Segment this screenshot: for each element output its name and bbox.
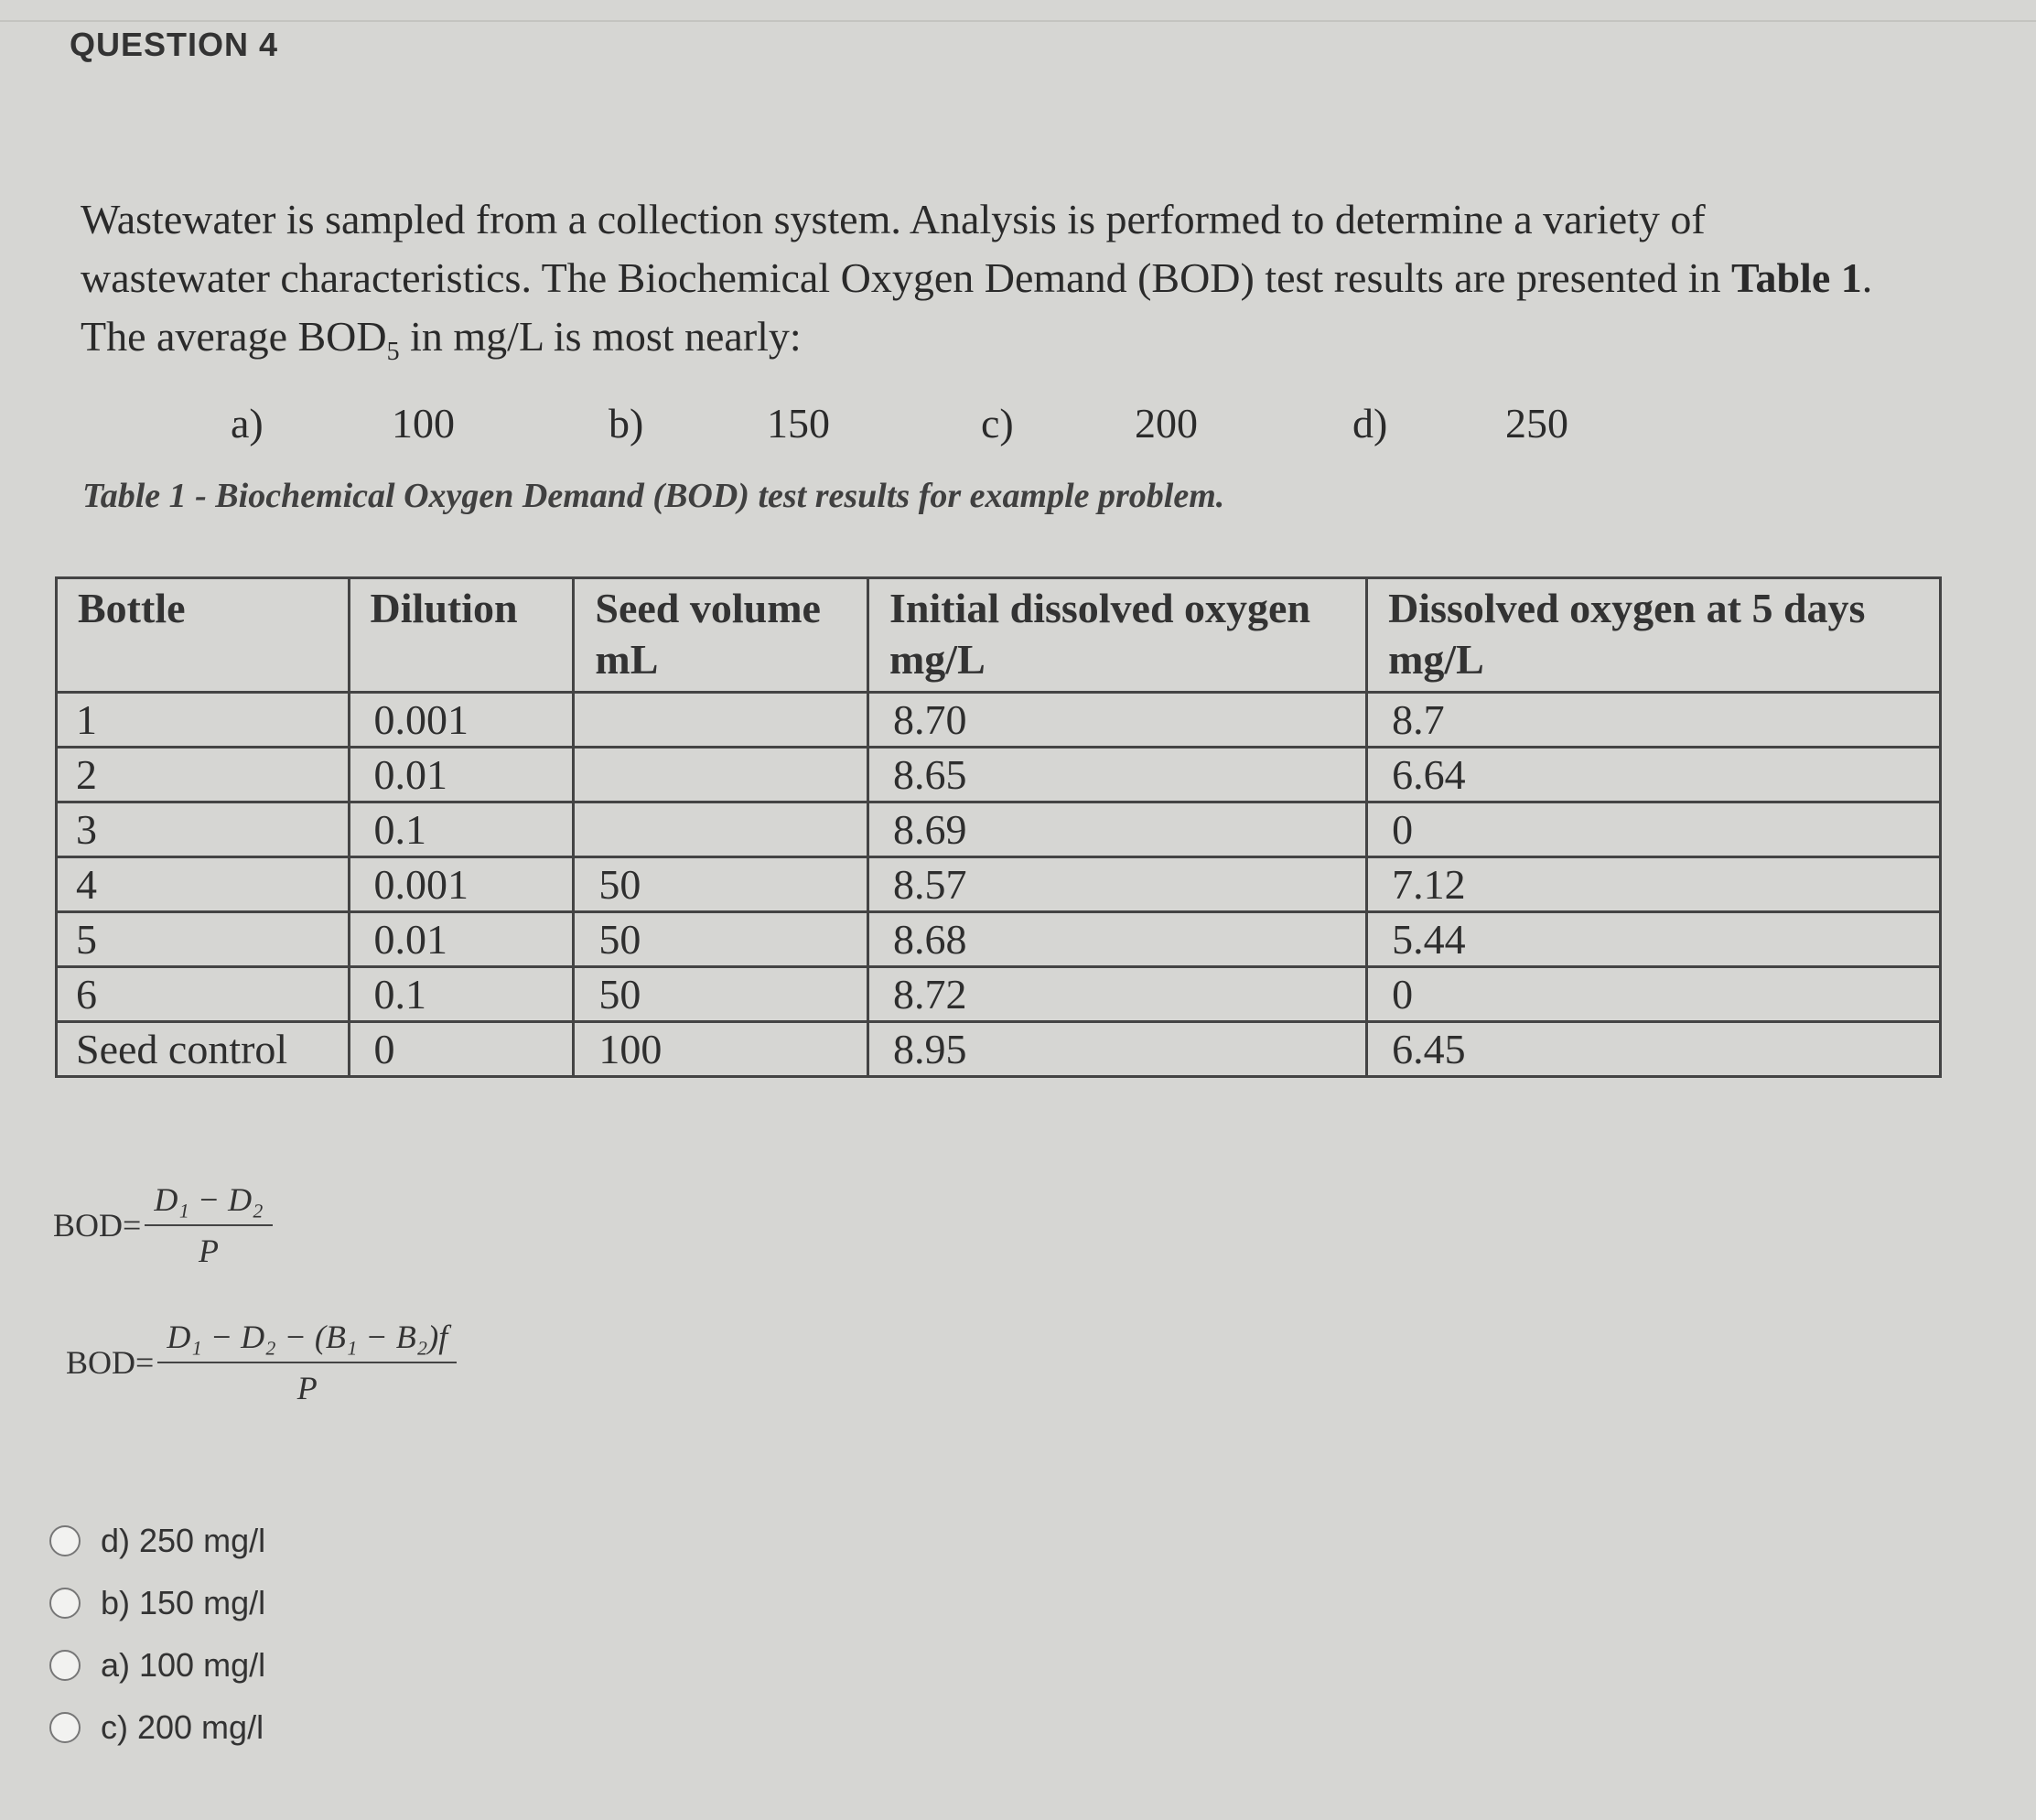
answer-options bbox=[49, 1510, 265, 1759]
inline-choice-value-a: 100 bbox=[392, 400, 455, 447]
table-row bbox=[57, 857, 1941, 912]
table-cell: 1 bbox=[57, 693, 350, 748]
answer-option-b[interactable] bbox=[49, 1572, 265, 1634]
stem-text-1: Wastewater is sampled from a collection system. Analysis is performed to determine a variety of wastewater characteristics. The Biochemical Oxygen Demand (BOD) test results are presented in bbox=[81, 196, 1731, 301]
table-cell: 100 bbox=[574, 1022, 868, 1077]
table-cell: 0 bbox=[1367, 967, 1941, 1022]
table-cell: 3 bbox=[57, 802, 350, 857]
table-row bbox=[57, 748, 1941, 802]
inline-choice-letter-a: a) bbox=[231, 400, 264, 447]
header-initial-do-text: Initial dissolved oxygen bbox=[889, 585, 1311, 631]
table-cell: 50 bbox=[574, 967, 868, 1022]
table-cell: 8.95 bbox=[867, 1022, 1366, 1077]
stem-subscript: 5 bbox=[386, 338, 400, 367]
table-header-row bbox=[57, 578, 1941, 693]
table-cell: 50 bbox=[574, 912, 868, 967]
table-cell: 0.001 bbox=[349, 693, 574, 748]
inline-choices bbox=[0, 399, 2036, 463]
header-dilution bbox=[349, 578, 574, 693]
inline-choice-value-c: 200 bbox=[1135, 400, 1198, 447]
header-initial-do-unit: mg/L bbox=[889, 636, 986, 683]
question-heading: QUESTION 4 bbox=[70, 26, 279, 63]
formula-numerator: D₁ − D₂ bbox=[145, 1180, 272, 1226]
table-cell: 0 bbox=[1367, 802, 1941, 857]
bod-results-table bbox=[55, 576, 1942, 1078]
inline-choice-letter-b: b) bbox=[609, 400, 644, 447]
answer-option-label: d) 250 mg/l bbox=[101, 1522, 266, 1559]
answer-option-label: b) 150 mg/l bbox=[101, 1584, 266, 1621]
table-cell bbox=[574, 748, 868, 802]
table-cell: 0.1 bbox=[349, 802, 574, 857]
table-cell: 0 bbox=[349, 1022, 574, 1077]
table-row bbox=[57, 912, 1941, 967]
table-row bbox=[57, 802, 1941, 857]
inline-choice-value-b: 150 bbox=[767, 400, 830, 447]
table-cell: 8.70 bbox=[867, 693, 1366, 748]
header-initial-do bbox=[867, 578, 1366, 693]
inline-choice-letter-c: c) bbox=[981, 400, 1014, 447]
header-seed-volume bbox=[574, 578, 868, 693]
table-cell: 6.45 bbox=[1367, 1022, 1941, 1077]
table-cell: 8.7 bbox=[1367, 693, 1941, 748]
radio-button[interactable] bbox=[49, 1712, 81, 1743]
table-cell: 0.01 bbox=[349, 912, 574, 967]
formula-denominator: P bbox=[198, 1233, 219, 1269]
header-dilution-text: Dilution bbox=[370, 585, 518, 631]
inline-choice-value-d: 250 bbox=[1505, 400, 1568, 447]
answer-option-a[interactable] bbox=[49, 1634, 265, 1696]
radio-button[interactable] bbox=[49, 1525, 81, 1556]
table-cell: 8.72 bbox=[867, 967, 1366, 1022]
table-cell: 4 bbox=[57, 857, 350, 912]
table-cell bbox=[574, 693, 868, 748]
radio-button[interactable] bbox=[49, 1588, 81, 1619]
table-cell: 8.68 bbox=[867, 912, 1366, 967]
question-stem bbox=[81, 190, 1874, 382]
table-row bbox=[57, 693, 1941, 748]
table-cell: 5 bbox=[57, 912, 350, 967]
table-cell: Seed control bbox=[57, 1022, 350, 1077]
answer-option-label: a) 100 mg/l bbox=[101, 1646, 266, 1684]
answer-option-label: c) 200 mg/l bbox=[101, 1708, 264, 1746]
header-do-5-days-unit: mg/L bbox=[1388, 636, 1484, 683]
stem-text-3: in mg/L is most nearly: bbox=[399, 313, 802, 360]
formula-denominator: P bbox=[296, 1370, 318, 1406]
table-row bbox=[57, 967, 1941, 1022]
header-seed-volume-text: Seed volume bbox=[595, 585, 821, 631]
table-cell: 6.64 bbox=[1367, 748, 1941, 802]
formula-fraction bbox=[157, 1318, 457, 1407]
bod-formula-seeded bbox=[66, 1318, 457, 1407]
formula-fraction bbox=[145, 1180, 272, 1270]
formula-lhs: BOD= bbox=[53, 1207, 142, 1244]
table-row bbox=[57, 1022, 1941, 1077]
formula-lhs: BOD= bbox=[66, 1344, 155, 1381]
header-do-5-days-text: Dissolved oxygen at 5 days bbox=[1388, 585, 1866, 631]
table-cell: 5.44 bbox=[1367, 912, 1941, 967]
table-cell: 8.65 bbox=[867, 748, 1366, 802]
radio-button[interactable] bbox=[49, 1650, 81, 1681]
stem-table-ref: Table 1 bbox=[1731, 254, 1862, 301]
header-bottle-text: Bottle bbox=[78, 585, 186, 631]
table-cell: 0.001 bbox=[349, 857, 574, 912]
stem-text-2: . The average BOD bbox=[81, 254, 1873, 360]
table-cell: 50 bbox=[574, 857, 868, 912]
table-cell bbox=[574, 802, 868, 857]
answer-option-d[interactable] bbox=[49, 1510, 265, 1572]
header-do-5-days bbox=[1367, 578, 1941, 693]
table-cell: 6 bbox=[57, 967, 350, 1022]
header-bottle bbox=[57, 578, 350, 693]
table-caption: Table 1 - Biochemical Oxygen Demand (BOD) test results for example problem. bbox=[82, 477, 1225, 515]
formula-numerator: D₁ − D₂ − (B₁ − B₂)f bbox=[157, 1318, 457, 1363]
top-divider bbox=[0, 20, 2036, 22]
table-cell: 0.1 bbox=[349, 967, 574, 1022]
table-cell: 7.12 bbox=[1367, 857, 1941, 912]
answer-option-c[interactable] bbox=[49, 1696, 265, 1759]
table-cell: 8.57 bbox=[867, 857, 1366, 912]
inline-choice-letter-d: d) bbox=[1352, 400, 1388, 447]
table-cell: 2 bbox=[57, 748, 350, 802]
table-cell: 8.69 bbox=[867, 802, 1366, 857]
table-cell: 0.01 bbox=[349, 748, 574, 802]
bod-formula-unseeded bbox=[53, 1180, 273, 1270]
header-seed-volume-unit: mL bbox=[595, 636, 659, 683]
